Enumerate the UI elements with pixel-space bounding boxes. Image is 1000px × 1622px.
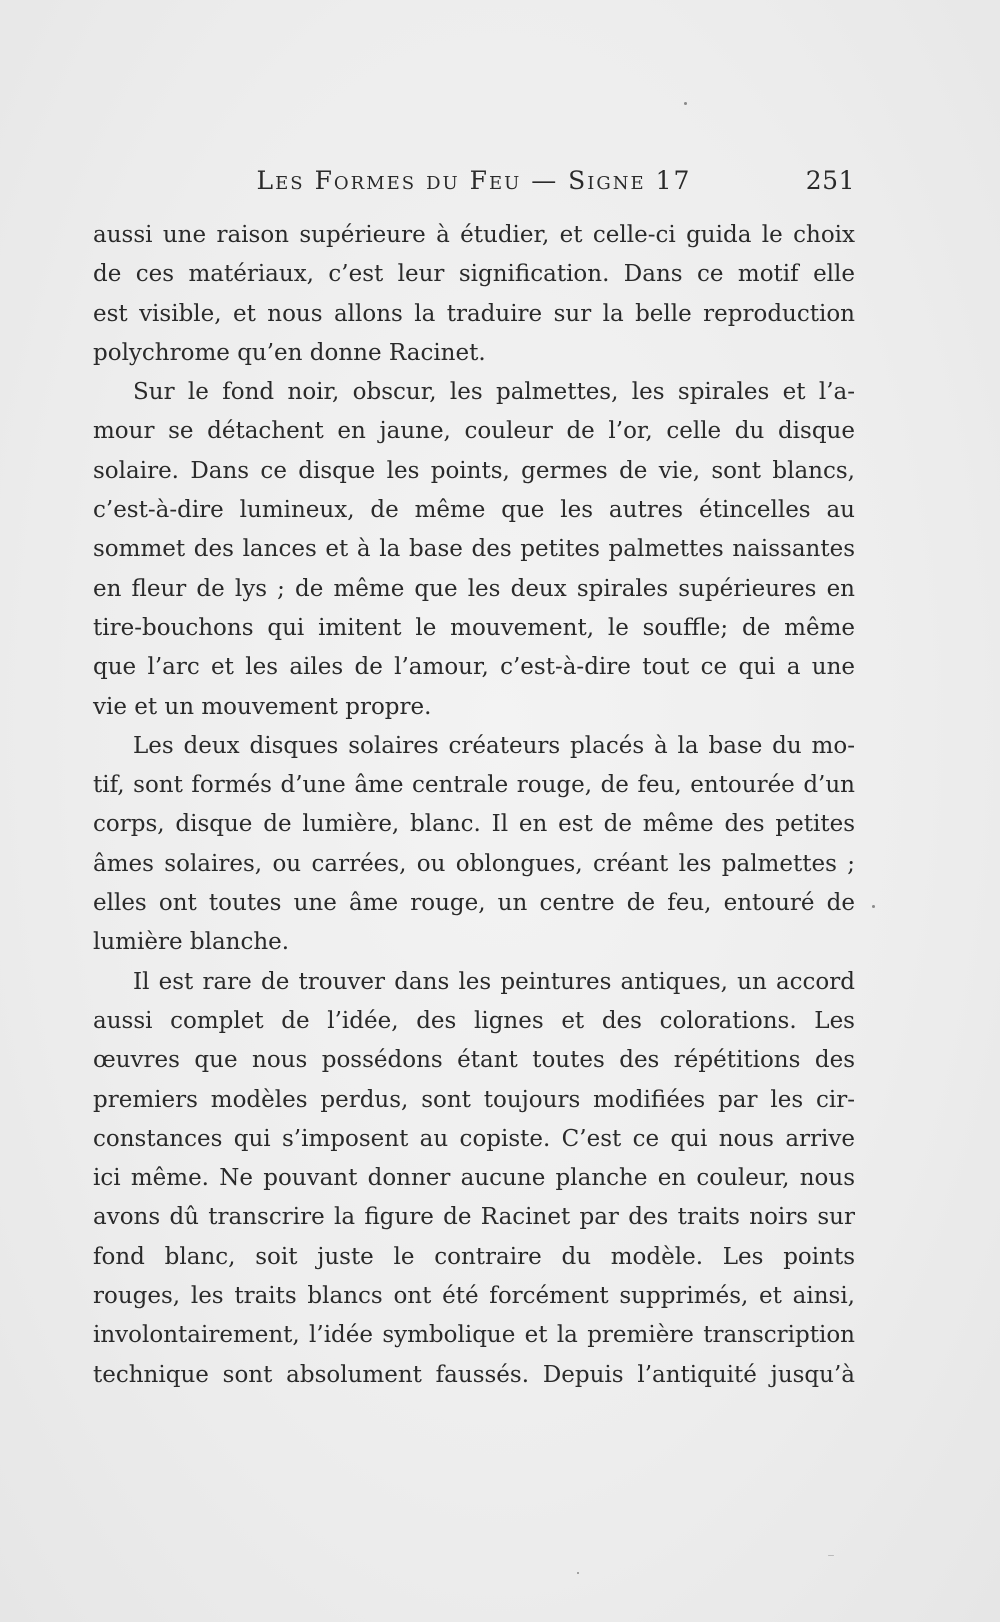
paper-speck	[828, 1555, 834, 1556]
text-line: elles ont toutes une âme rouge, un centre de feu, entouré de	[93, 890, 855, 917]
text-line: aussi une raison supérieure à étudier, et celle-ci guida le choix	[93, 222, 855, 248]
text-line: âmes solaires, ou carrées, ou oblongues, créant les palmettes ;	[93, 850, 855, 877]
page-number: 251	[805, 166, 855, 195]
text-line: que l’arc et les ailes de l’amour, c’est-à-dire tout ce qui a une	[93, 654, 855, 681]
paper-speck	[872, 905, 875, 908]
text-line: polychrome qu’en donne Racinet.	[93, 339, 486, 366]
text-line: œuvres que nous possédons étant toutes des répétitions des	[93, 1047, 855, 1074]
text-line: Sur le fond noir, obscur, les palmettes, les spirales et l’a-	[133, 379, 855, 406]
text-line: vie et un mouvement propre.	[93, 693, 432, 720]
text-line: tif, sont formés d’une âme centrale rouge, de feu, entourée d’un	[93, 772, 855, 799]
running-title: Les Formes du Feu — Signe 17	[256, 166, 692, 195]
text-line: est visible, et nous allons la traduire sur la belle reproduction	[93, 300, 855, 327]
text-line: premiers modèles perdus, sont toujours modifiées par les cir-	[93, 1086, 855, 1113]
paper-speck	[684, 102, 687, 105]
text-line: de ces matériaux, c’est leur signification. Dans ce motif elle	[93, 261, 855, 288]
text-line: corps, disque de lumière, blanc. Il en est de même des petites	[93, 811, 855, 838]
text-line: technique sont absolument faussés. Depuis l’antiquité jusqu’à	[93, 1361, 855, 1388]
body-text	[93, 216, 855, 1395]
text-line: aussi complet de l’idée, des lignes et des colorations. Les	[93, 1007, 855, 1034]
text-line: mour se détachent en jaune, couleur de l’or, celle du disque	[93, 418, 855, 445]
text-line: avons dû transcrire la figure de Racinet par des traits noirs sur	[93, 1204, 855, 1231]
text-line: rouges, les traits blancs ont été forcément supprimés, et ainsi,	[93, 1283, 855, 1310]
text-line: tire-bouchons qui imitent le mouvement, le souffle; de même	[93, 614, 855, 641]
text-line: fond blanc, soit juste le contraire du modèle. Les points	[93, 1243, 855, 1270]
text-line: c’est-à-dire lumineux, de même que les autres étincelles au	[93, 497, 855, 524]
running-head	[93, 166, 855, 200]
text-line: Les deux disques solaires créateurs placés à la base du mo-	[133, 732, 855, 759]
text-line: sommet des lances et à la base des petites palmettes naissantes	[93, 536, 855, 563]
text-line: constances qui s’imposent au copiste. C’est ce qui nous arrive	[93, 1125, 855, 1152]
text-line: Il est rare de trouver dans les peintures antiques, un accord	[133, 968, 855, 995]
text-line: solaire. Dans ce disque les points, germes de vie, sont blancs,	[93, 457, 855, 484]
text-line: lumière blanche.	[93, 929, 290, 956]
text-line: involontairement, l’idée symbolique et la première transcription	[93, 1322, 855, 1349]
text-line: en fleur de lys ; de même que les deux spirales supérieures en	[93, 575, 855, 602]
paper-speck	[577, 1572, 579, 1574]
text-line: ici même. Ne pouvant donner aucune planche en couleur, nous	[93, 1165, 855, 1192]
